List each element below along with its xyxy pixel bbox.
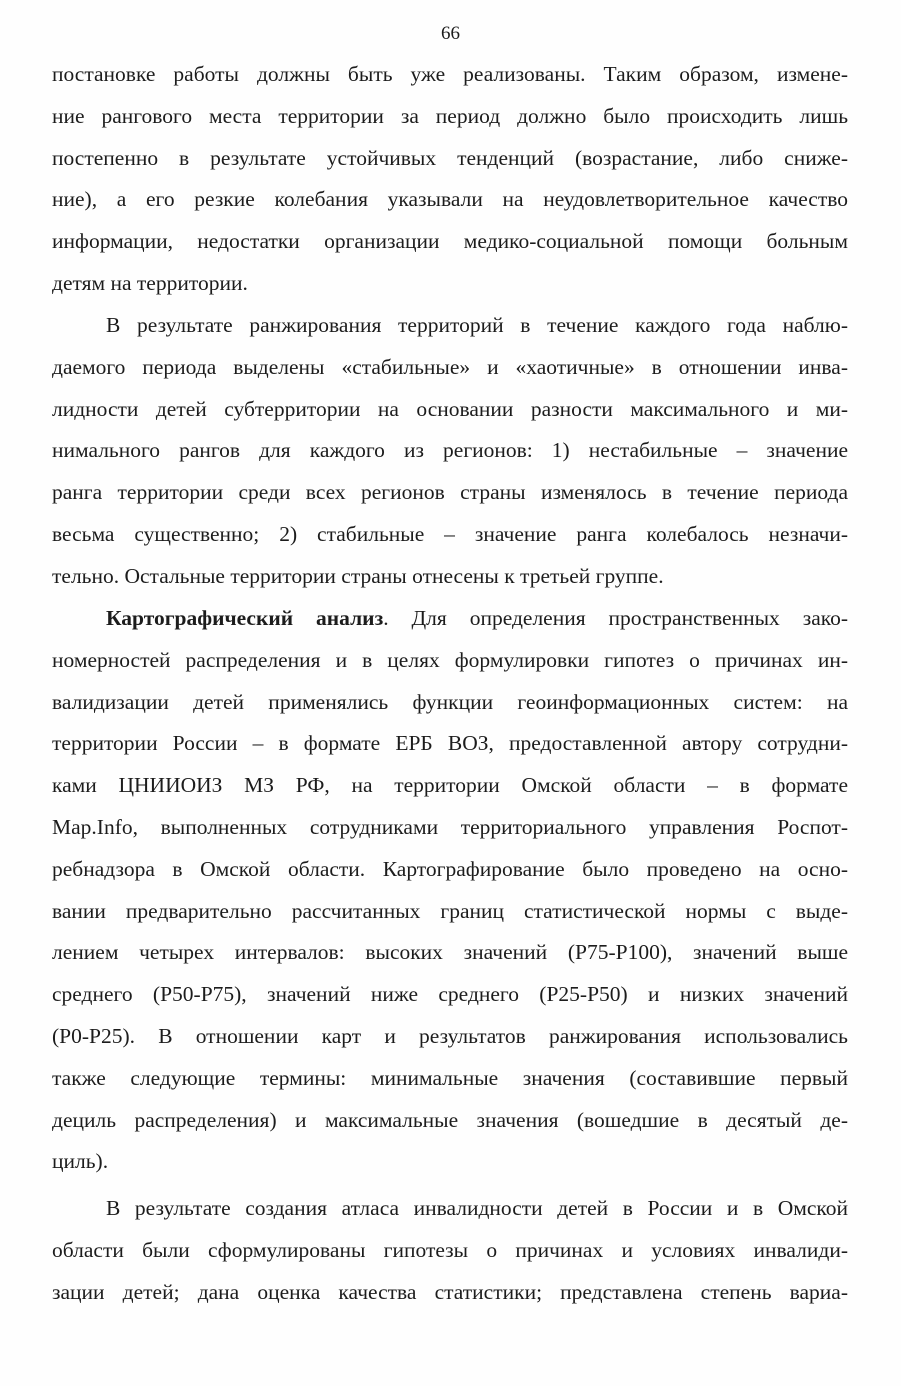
text-line: области были сформулированы гипотезы о причинах и условиях инвалиди-	[52, 1237, 848, 1262]
paragraph-4	[52, 1188, 848, 1313]
text-line: информации, недостатки организации медико-социальной помощи больным	[52, 229, 848, 254]
text-line: нимального рангов для каждого из регионов: 1) нестабильные – значение	[52, 438, 848, 463]
paragraph-1	[52, 54, 848, 305]
text-line: ребнадзора в Омской области. Картографирование было проведено на осно-	[52, 856, 848, 881]
text-line: В результате ранжирования территорий в течение каждого года наблю-	[106, 313, 848, 337]
text-line: Map.Info, выполненных сотрудниками территориального управления Роспот-	[52, 814, 848, 839]
text-line: лидности детей субтерритории на основании разности максимального и ми-	[52, 396, 848, 421]
text-line: также следующие термины: минимальные значения (составившие первый	[52, 1065, 848, 1090]
text-line: валидизации детей применялись функции геоинформационных систем: на	[52, 689, 848, 714]
text-line: ние), а его резкие колебания указывали на неудовлетворительное качество	[52, 187, 848, 212]
heading-continuation: . Для определения пространственных зако-	[383, 606, 849, 630]
text-line: вании предварительно рассчитанных границ статистической нормы с выде-	[52, 898, 848, 923]
text-line	[52, 598, 848, 640]
paragraph-3	[52, 598, 848, 1183]
text-line: (P0-P25). В отношении карт и результатов ранжирования использовались	[52, 1023, 848, 1048]
text-line: зации детей; дана оценка качества статистики; представлена степень вариа-	[52, 1279, 848, 1304]
page-number: 66	[441, 23, 460, 44]
text-line: номерностей распределения и в целях формулировки гипотез о причинах ин-	[52, 647, 848, 672]
text-line: постепенно в результате устойчивых тенденций (возрастание, либо сниже-	[52, 145, 848, 170]
text-line: среднего (P50-P75), значений ниже среднего (P25-P50) и низких значений	[52, 982, 848, 1007]
text-line: В результате создания атласа инвалидности детей в России и в Омской	[106, 1196, 848, 1220]
text-line: даемого периода выделены «стабильные» и «хаотичные» в отношении инва-	[52, 354, 848, 379]
text-line: ранга территории среди всех регионов страны изменялось в течение периода	[52, 480, 848, 505]
text-line: дециль распределения) и максимальные значения (вошедшие в десятый де-	[52, 1107, 848, 1132]
text-line: ками ЦНИИОИЗ МЗ РФ, на территории Омской области – в формате	[52, 773, 848, 798]
text-line: ние рангового места территории за период должно было происходить лишь	[52, 103, 848, 128]
paragraph-2	[52, 305, 848, 598]
text-line: весьма существенно; 2) стабильные – значение ранга колебалось незначи-	[52, 521, 848, 546]
text-line: циль).	[52, 1149, 109, 1174]
text-line: постановке работы должны быть уже реализованы. Таким образом, измене-	[52, 62, 848, 86]
text-line: лением четырех интервалов: высоких значений (P75-P100), значений выше	[52, 940, 848, 965]
text-line: территории России – в формате ЕРБ ВОЗ, предоставленной автору сотрудни-	[52, 731, 848, 756]
text-line: детям на территории.	[52, 270, 248, 295]
text-line: тельно. Остальные территории страны отнесены к третьей группе.	[52, 563, 664, 588]
section-heading: Картографический анализ	[106, 606, 384, 630]
